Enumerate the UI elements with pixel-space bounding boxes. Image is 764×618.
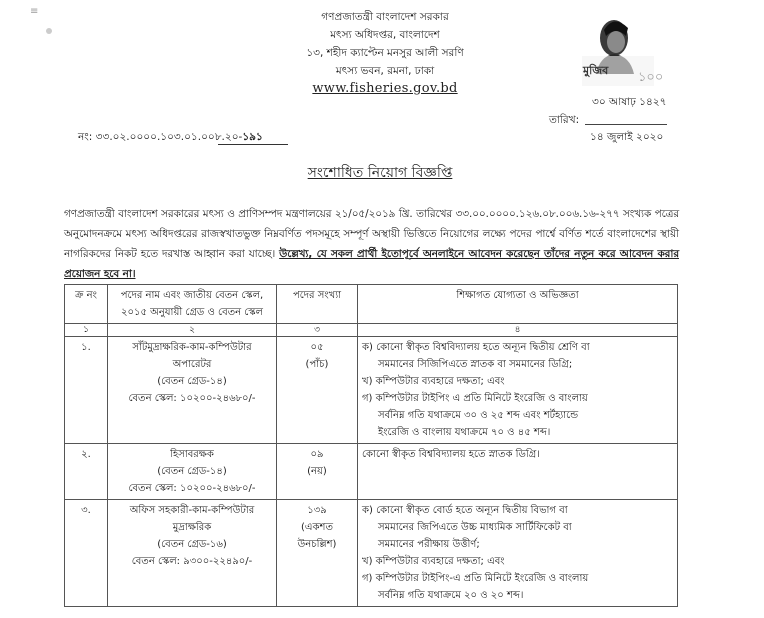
row-qualification xyxy=(358,337,678,444)
qualification-line: খ) কম্পিউটার ব্যবহারে দক্ষতা; এবং xyxy=(362,376,505,387)
letterhead xyxy=(250,8,520,98)
qualification-line: খ) কম্পিউটার ব্যবহারে দক্ষতা; এবং xyxy=(362,556,505,567)
row-serial: ২. xyxy=(65,444,108,500)
post-name: সাঁটমুদ্রাক্ষরিক-কাম-কম্পিউটার অপারেটর xyxy=(132,342,252,370)
posts-table xyxy=(64,284,678,607)
row-serial: ১. xyxy=(65,337,108,444)
qualification-line: গ) কম্পিউটার টাইপিং এ প্রতি মিনিটে ইংরেজি ও বাংলায় xyxy=(362,393,588,404)
logo-text: মুজিব xyxy=(583,64,609,77)
header-line-1: গণপ্রজাতন্ত্রী বাংলাদেশ সরকার xyxy=(321,11,449,23)
qualification-line: ক) কোনো স্বীকৃত বোর্ড হতে অন্যূন দ্বিতীয় বিভাগ বা xyxy=(362,505,568,516)
header-post: পদের নাম এবং জাতীয় বেতন স্কেল, ২০১৫ অনুযায়ী গ্রেড ও বেতন স্কেল xyxy=(108,285,277,324)
qualification-line: সমমানের জিপিএতে উচ্চ মাধ্যমিক সার্টিফিকেট বা xyxy=(378,522,572,533)
corner-dot-icon xyxy=(46,28,52,34)
notice-paragraph xyxy=(64,204,679,284)
date-label: তারিখ: xyxy=(549,114,580,126)
count-words: (একশত উনচল্লিশ) xyxy=(297,522,337,550)
post-name: হিসাবরক্ষক xyxy=(170,449,214,460)
count-number: ০৯ xyxy=(310,449,324,460)
row-count xyxy=(277,444,358,500)
notice-title: সংশোধিত নিয়োগ বিজ্ঞপ্তি xyxy=(307,165,453,181)
row-qualification xyxy=(358,500,678,607)
row-post xyxy=(108,500,277,607)
post-name: অফিস সহকারী-কাম-কম্পিউটার মুদ্রাক্ষরিক xyxy=(129,505,255,533)
row-count xyxy=(277,500,358,607)
count-words: (নয়) xyxy=(307,466,327,477)
row-count xyxy=(277,337,358,444)
row-post xyxy=(108,337,277,444)
qualification-line: সমমানের পরীক্ষায় উত্তীর্ণ; xyxy=(378,539,480,550)
header-count: পদের সংখ্যা xyxy=(277,285,358,324)
count-number: ০৫ xyxy=(310,342,324,353)
date-english: ১৪ জুলাই ২০২০ xyxy=(590,131,664,143)
qualification-line: ইংরেজি ও বাংলায় যথাক্রমে ৭০ ও ৪৫ শব্দ। xyxy=(378,427,551,438)
post-scale: বেতন স্কেল: ১০২০০-২৪৬৮০/- xyxy=(128,393,256,404)
col-num: ১ xyxy=(65,324,108,337)
table-header-row xyxy=(65,285,678,324)
qualification-line: সমমানের সিজিপিএতে স্নাতক বা সমমানের ডিগ্রি; xyxy=(378,359,573,370)
header-serial: ক্র নং xyxy=(65,285,108,324)
row-serial: ৩. xyxy=(65,500,108,607)
post-scale: বেতন স্কেল: ১০২০০-২৪৬৮০/- xyxy=(128,483,256,494)
memo-underline xyxy=(218,144,288,145)
memo-prefix: নং: ৩৩.০২.০০০০.১০৩.০১.০০৮.২০- xyxy=(78,131,243,143)
col-num: ৩ xyxy=(277,324,358,337)
column-number-row xyxy=(65,324,678,337)
col-num: ৪ xyxy=(358,324,678,337)
post-grade: (বেতন গ্রেড-১৪) xyxy=(157,466,227,477)
qualification-line: কোনো স্বীকৃত বিশ্ববিদ্যালয় হতে স্নাতক ডিগ্রি। xyxy=(362,449,540,460)
paragraph-emphasis: উল্লেখ্য, যে সকল প্রার্থী ইতোপূর্বে অনলাইনে আবেদন করেছেন তাঁদের নতুন করে আবেদন করার প্রয়োজন হবে না। xyxy=(64,248,679,280)
header-qualification: শিক্ষাগত যোগ্যতা ও অভিজ্ঞতা xyxy=(358,285,678,324)
qualification-line: ক) কোনো স্বীকৃত বিশ্ববিদ্যালয় হতে অন্যূন দ্বিতীয় শ্রেণি বা xyxy=(362,342,590,353)
date-bangla: ৩০ আষাঢ় ১৪২৭ xyxy=(592,96,667,108)
col-num: ২ xyxy=(108,324,277,337)
post-scale: বেতন স্কেল: ৯৩০০-২২৪৯০/- xyxy=(131,556,253,567)
row-qualification xyxy=(358,444,678,500)
row-post xyxy=(108,444,277,500)
qualification-line: গ) কম্পিউটার টাইপিং-এ প্রতি মিনিটে ইংরেজি ও বাংলায় xyxy=(362,573,589,584)
post-grade: (বেতন গ্রেড-১৪) xyxy=(157,376,227,387)
paragraph-text: গণপ্রজাতন্ত্রী বাংলাদেশ সরকারের মৎস্য ও প্রাণিসম্পদ মন্ত্রণালয়ের ২১/০৫/২০১৯ খ্রি. তারিখের ৩৩.০০.০০০০.১২৬.০৮.০০৬.১৬-২৭৭ সংখ্যক পত্রের অনুমোদনক্রমে মৎস্য অধিদপ্তরের রাজস্বখাতভুক্ত নিম্নবর্ণিত পদসমূহে সম্পূর্ণ অস্থায়ী ভিত্তিতে নিয়োগের লক্ষ্যে পদের পার্শ্বে বর্ণিত শর্তে বাংলাদেশের স্থায়ী নাগরিকদের নিকট হতে দরখাস্ত আহ্বান করা যাচ্ছে। xyxy=(64,208,679,260)
table-row xyxy=(65,337,678,444)
logo-number: ১০০ xyxy=(638,70,664,85)
qualification-line: সর্বনিম্ন গতি যথাক্রমে ২০ ও ২০ শব্দ। xyxy=(378,590,524,601)
header-line-3: ১৩, শহীদ ক্যাপ্টেন মনসুর আলী সরণি xyxy=(306,47,464,59)
qualification-line: সর্বনিম্ন গতি যথাক্রমে ৩০ ও ২৫ শব্দ এবং শর্টহ্যান্ডে xyxy=(378,410,579,421)
corner-mark-icon: ≡ xyxy=(30,6,39,17)
website-link[interactable]: www.fisheries.gov.bd xyxy=(312,81,458,96)
header-line-2: মৎস্য অধিদপ্তর, বাংলাদেশ xyxy=(330,29,440,41)
count-number: ১৩৯ xyxy=(307,505,327,516)
header-line-4: মৎস্য ভবন, রমনা, ঢাকা xyxy=(335,65,435,77)
count-words: (পাঁচ) xyxy=(305,359,329,370)
post-grade: (বেতন গ্রেড-১৬) xyxy=(157,539,227,550)
date-divider xyxy=(585,124,667,125)
memo-handwritten-number: ১৯১ xyxy=(242,131,263,143)
table-row xyxy=(65,444,678,500)
table-row xyxy=(65,500,678,607)
